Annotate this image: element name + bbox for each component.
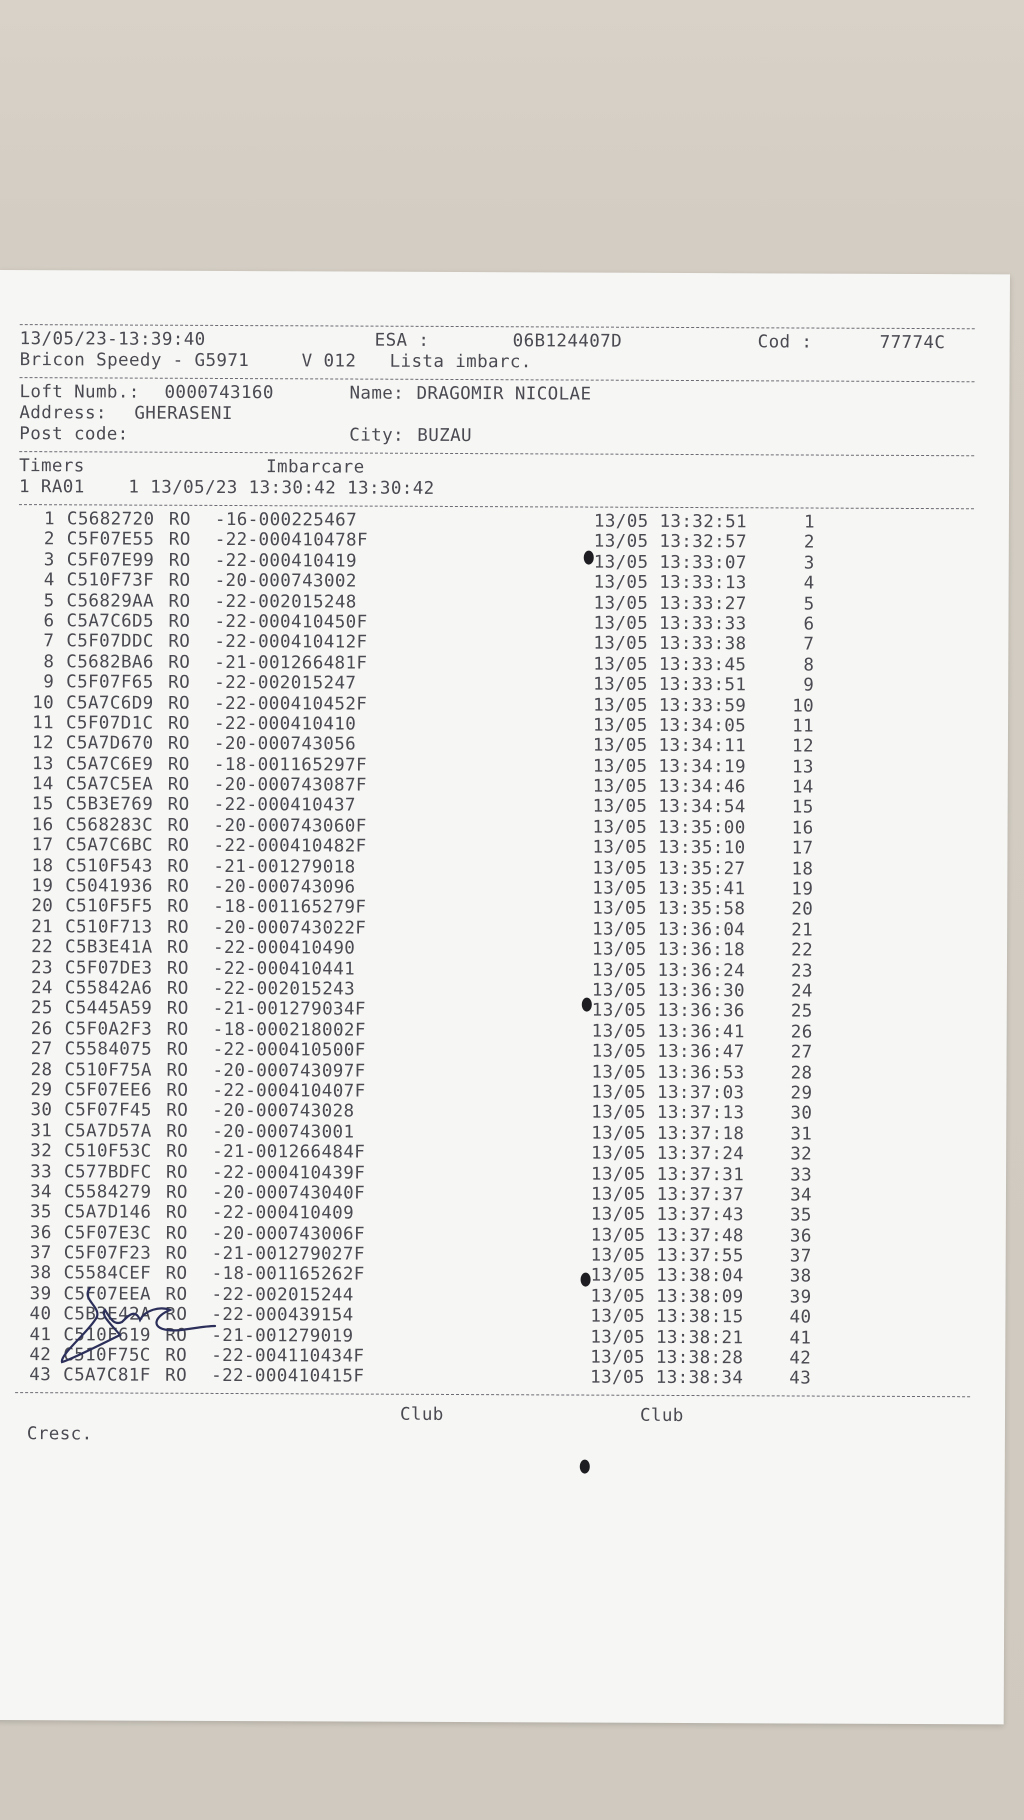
chip-id: C510F619 (63, 1324, 151, 1346)
ring-number: -18-001165279F (213, 897, 367, 919)
chip-id: C5A7C6BC (65, 835, 154, 856)
arrival-time: 13/05 13:36:18 (591, 939, 746, 961)
row-number: 37 (29, 1243, 52, 1264)
chip-id: C5584075 (64, 1039, 153, 1060)
punch-hole (584, 551, 594, 565)
ring-number: -22-000439154 (211, 1305, 354, 1326)
arrival-time: 13/05 13:36:47 (591, 1041, 745, 1063)
chip-id: C5A7C5EA (65, 774, 154, 795)
ring-number: -22-000410415F (211, 1366, 365, 1388)
country-code: RO (166, 1162, 188, 1183)
row-index: 39 (789, 1287, 812, 1308)
row-number: 30 (30, 1100, 53, 1121)
row-number: 38 (29, 1263, 52, 1284)
row-number: 35 (29, 1202, 52, 1223)
arrival-time: 13/05 13:38:04 (590, 1266, 744, 1287)
ring-number: -20-000743028 (212, 1101, 355, 1122)
cresc-label: Cresc. (26, 1423, 93, 1445)
chip-id: C5A7C6D5 (66, 611, 155, 632)
row-number: 31 (30, 1120, 53, 1141)
row-index: 15 (791, 797, 814, 819)
row-number: 4 (43, 570, 55, 591)
country-code: RO (167, 734, 190, 755)
row-index: 7 (803, 634, 815, 655)
row-number: 36 (29, 1222, 52, 1243)
ring-number: -21-001266481F (214, 652, 368, 674)
row-number: 25 (30, 998, 53, 1019)
arrival-time: 13/05 13:36:36 (591, 1000, 745, 1022)
row-number: 21 (31, 916, 54, 938)
row-index: 11 (792, 716, 815, 737)
arrival-time: 13/05 13:37:18 (591, 1123, 745, 1144)
country-code: RO (167, 856, 190, 877)
name-label: Name: (349, 383, 405, 404)
row-number: 7 (43, 631, 55, 652)
country-code: RO (167, 897, 190, 918)
country-code: RO (168, 652, 191, 673)
chip-id: C55842A6 (64, 978, 153, 999)
row-number: 9 (43, 672, 55, 693)
row-index: 41 (789, 1328, 812, 1349)
row-index: 31 (790, 1124, 813, 1145)
arrival-time: 13/05 13:36:30 (591, 980, 746, 1002)
ring-number: -20-000743056 (213, 734, 357, 755)
ring-number: -20-000743006F (211, 1223, 365, 1245)
row-number: 39 (29, 1283, 52, 1305)
chip-id: C5F07D1C (65, 713, 154, 734)
arrival-time: 13/05 13:33:59 (593, 695, 747, 716)
row-number: 1 (43, 509, 55, 530)
device-name: Bricon Speedy - G5971 (19, 350, 250, 372)
country-code: RO (168, 672, 191, 693)
arrival-time: 13/05 13:35:00 (592, 817, 746, 839)
ring-number: -21-001279018 (213, 856, 356, 878)
country-code: RO (167, 713, 190, 734)
row-number: 5 (43, 590, 55, 611)
chip-id: C5584CEF (63, 1263, 152, 1285)
timer-entry: 1 RA01 1 13/05/23 13:30:42 13:30:42 (19, 477, 435, 499)
row-number: 13 (31, 753, 54, 774)
arrival-time: 13/05 13:38:09 (590, 1286, 744, 1308)
ring-number: -22-000410500F (212, 1040, 366, 1061)
ring-number: -22-002015243 (212, 978, 356, 1000)
arrival-time: 13/05 13:38:34 (590, 1367, 744, 1389)
ring-number: -22-000410439F (212, 1162, 366, 1184)
row-index: 17 (791, 838, 814, 859)
row-index: 2 (803, 532, 815, 553)
row-index: 1 (803, 512, 815, 533)
chip-id: C5F07E3C (63, 1222, 152, 1244)
chip-id: C5F07F45 (64, 1100, 152, 1121)
row-number: 23 (31, 957, 53, 978)
arrival-time: 13/05 13:34:11 (592, 735, 747, 757)
row-index: 35 (789, 1205, 812, 1226)
ring-number: -22-002015244 (211, 1284, 354, 1306)
country-code: RO (166, 1060, 189, 1081)
country-code: RO (168, 530, 191, 551)
divider (19, 504, 974, 509)
name-value: DRAGOMIR NICOLAE (416, 383, 592, 405)
ring-number: -20-000743002 (214, 571, 357, 592)
punch-hole (581, 1273, 591, 1287)
arrival-time: 13/05 13:37:31 (591, 1164, 745, 1185)
country-code: RO (166, 937, 189, 959)
ring-number: -22-002015247 (214, 673, 357, 694)
row-number: 32 (30, 1141, 53, 1162)
city-label: City: (349, 425, 405, 446)
row-number: 18 (31, 855, 54, 876)
arrival-time: 13/05 13:35:58 (592, 899, 746, 920)
row-index: 43 (789, 1368, 812, 1389)
chip-id: C5A7C81F (63, 1365, 151, 1387)
row-number: 27 (30, 1039, 53, 1060)
ring-number: -22-000410409 (211, 1203, 355, 1224)
row-number: 29 (30, 1080, 53, 1101)
country-code: RO (168, 632, 191, 653)
ring-number: -22-000410441 (212, 958, 356, 980)
arrival-time: 13/05 13:33:51 (593, 674, 747, 696)
divider (20, 377, 975, 382)
country-code: RO (166, 1080, 189, 1101)
chip-id: C5F07E55 (66, 529, 155, 551)
ring-number: -20-000743001 (212, 1121, 355, 1143)
arrival-time: 13/05 13:33:33 (593, 613, 747, 635)
country-code: RO (166, 999, 189, 1020)
arrival-time: 13/05 13:33:27 (593, 593, 747, 614)
row-index: 26 (790, 1022, 813, 1043)
chip-id: C5F07DDC (66, 631, 154, 653)
arrival-time: 13/05 13:36:41 (591, 1021, 745, 1043)
country-code: RO (165, 1203, 188, 1224)
row-number: 10 (32, 692, 55, 713)
chip-id: C510F73F (66, 570, 155, 591)
printed-sheet (0, 270, 1010, 1724)
country-code: RO (165, 1284, 188, 1305)
chip-id: C510F53C (64, 1141, 152, 1162)
row-index: 6 (803, 614, 815, 635)
ring-number: -22-000410482F (213, 836, 367, 857)
country-code: RO (165, 1182, 188, 1203)
country-code: RO (165, 1304, 188, 1326)
row-number: 19 (31, 876, 54, 897)
footer-cresc-line (15, 1424, 975, 1449)
arrival-time: 13/05 13:34:46 (592, 776, 746, 798)
chip-id: C5F07E99 (66, 550, 155, 571)
signature-icon (50, 1280, 230, 1380)
country-code: RO (167, 774, 190, 795)
chip-id: C5A7D670 (65, 733, 154, 754)
arrival-time: 13/05 13:33:13 (593, 572, 747, 594)
country-code: RO (167, 917, 190, 938)
chip-id: C510F543 (65, 855, 153, 877)
arrival-time: 13/05 13:33:45 (593, 654, 747, 675)
row-number: 2 (43, 529, 55, 550)
row-number: 12 (32, 733, 54, 754)
chip-id: C5B3E42A (63, 1304, 151, 1325)
club-label-right: Club (639, 1405, 684, 1426)
arrival-time: 13/05 13:37:48 (590, 1225, 744, 1246)
chip-id: C510F5F5 (65, 896, 153, 918)
device-version: V 012 (301, 351, 357, 372)
row-index: 16 (791, 818, 814, 839)
ring-number: -20-000743096 (213, 876, 356, 898)
arrival-time: 13/05 13:36:04 (592, 919, 746, 941)
row-index: 37 (789, 1246, 812, 1267)
ring-number: -18-000218002F (212, 1019, 366, 1041)
arrival-time: 13/05 13:32:51 (593, 511, 748, 533)
row-number: 6 (43, 611, 55, 632)
row-index: 25 (790, 1001, 813, 1022)
divider (20, 324, 975, 329)
list-title: Lista imbarc. (389, 351, 532, 373)
ring-number: -21-001279027F (211, 1243, 365, 1265)
country-code: RO (167, 815, 190, 836)
country-code: RO (166, 958, 189, 979)
row-index: 32 (790, 1144, 813, 1165)
address-value: GHERASENI (134, 403, 233, 425)
row-number: 41 (29, 1324, 52, 1345)
chip-id: C5682BA6 (66, 652, 154, 673)
ring-number: -22-000410419 (214, 550, 357, 572)
row-index: 21 (791, 920, 814, 941)
arrival-time: 13/05 13:34:05 (592, 715, 747, 737)
country-code: RO (165, 1243, 188, 1264)
row-index: 38 (789, 1266, 812, 1288)
chip-id: C510F75C (63, 1345, 151, 1366)
row-number: 11 (32, 713, 55, 734)
divider (19, 451, 974, 456)
row-index: 13 (791, 757, 814, 778)
row-index: 14 (791, 777, 814, 798)
report-datetime: 13/05/23-13:39:40 (19, 329, 206, 350)
chip-id: C56829AA (66, 590, 155, 612)
row-index: 27 (790, 1042, 813, 1063)
ring-number: -20-000743097F (212, 1060, 366, 1082)
arrival-time: 13/05 13:38:28 (590, 1347, 744, 1369)
country-code: RO (166, 1101, 189, 1122)
row-number: 24 (30, 978, 53, 999)
row-number: 28 (30, 1059, 53, 1080)
ring-number: -22-000410452F (214, 693, 368, 715)
country-code: RO (168, 570, 191, 592)
pigeon-list (15, 509, 979, 1390)
row-number: 20 (31, 896, 54, 917)
chip-id: C510F75A (64, 1059, 153, 1081)
ring-number: -22-000410478F (214, 530, 368, 551)
country-code: RO (168, 509, 191, 530)
row-index: 12 (792, 736, 814, 757)
ring-number: -18-001165262F (211, 1264, 365, 1286)
chip-id: C568283C (65, 815, 154, 836)
ring-number: -20-000743087F (213, 775, 367, 796)
chip-id: C5F07F65 (66, 672, 154, 693)
row-number: 15 (31, 794, 54, 815)
row-index: 19 (791, 879, 814, 900)
ring-number: -18-001165297F (213, 754, 367, 776)
row-number: 26 (30, 1018, 53, 1040)
esa-label: ESA : (374, 330, 430, 351)
arrival-time: 13/05 13:37:43 (590, 1204, 745, 1226)
arrival-time: 13/05 13:33:38 (593, 633, 747, 655)
arrival-time: 13/05 13:34:19 (592, 756, 746, 777)
arrival-time: 13/05 13:38:15 (590, 1306, 744, 1328)
chip-id: C5A7C6E9 (65, 753, 154, 775)
row-index: 40 (789, 1307, 812, 1328)
country-code: RO (168, 591, 191, 612)
country-code: RO (165, 1223, 188, 1244)
row-number: 33 (30, 1161, 53, 1182)
ring-number: -22-000410412F (214, 632, 368, 653)
ring-number: -20-000743040F (211, 1182, 366, 1204)
loft-label: Loft Numb.: (19, 382, 140, 403)
row-index: 24 (790, 981, 813, 1002)
ring-number: -22-000410450F (214, 611, 368, 633)
chip-id: C5445A59 (64, 998, 153, 1020)
country-code: RO (168, 550, 191, 571)
ring-number: -22-000410407F (212, 1080, 366, 1102)
arrival-time: 13/05 13:35:10 (592, 837, 746, 859)
ring-number: -22-000410437 (213, 795, 356, 817)
row-index: 33 (790, 1164, 813, 1186)
country-code: RO (166, 1121, 189, 1142)
country-code: RO (165, 1366, 188, 1387)
country-code: RO (165, 1345, 188, 1366)
chip-id: C5F0A2F3 (64, 1019, 153, 1040)
chip-id: C5041936 (65, 876, 153, 897)
chip-id: C5682720 (66, 509, 155, 530)
country-code: RO (167, 876, 190, 897)
row-number: 3 (43, 549, 55, 571)
cod-label: Cod : (757, 332, 813, 353)
ring-number: -21-001279034F (212, 999, 366, 1020)
chip-id: C5B3E769 (65, 794, 154, 816)
ring-number: -22-000410410 (213, 713, 357, 735)
arrival-time: 13/05 13:35:27 (592, 858, 746, 879)
chip-id: C5F07F23 (63, 1243, 152, 1264)
country-code: RO (166, 1039, 189, 1060)
arrival-time: 13/05 13:35:41 (592, 878, 746, 900)
row-index: 36 (789, 1226, 812, 1247)
country-code: RO (165, 1325, 188, 1346)
chip-id: C5F07DE3 (64, 957, 153, 979)
arrival-time: 13/05 13:37:37 (590, 1184, 745, 1206)
ring-number: -21-001279019 (211, 1325, 354, 1347)
chip-id: C577BDFC (64, 1161, 152, 1183)
ring-number: -20-000743060F (213, 815, 367, 837)
chip-id: C5F07EE6 (64, 1080, 152, 1101)
chip-id: C5A7D146 (63, 1202, 152, 1223)
chip-id: C5A7D57A (64, 1121, 152, 1142)
divider (15, 1392, 970, 1397)
arrival-time: 13/05 13:36:24 (591, 960, 746, 981)
arrival-time: 13/05 13:37:24 (591, 1143, 745, 1165)
chip-id: C5F07EEA (63, 1284, 152, 1305)
postcode-label: Post code: (19, 424, 129, 445)
row-index: 42 (789, 1348, 812, 1369)
country-code: RO (166, 978, 189, 999)
row-index: 20 (791, 899, 814, 920)
country-code: RO (168, 611, 191, 632)
arrival-time: 13/05 13:33:07 (593, 552, 747, 574)
timers-label: Timers (19, 456, 85, 477)
city-value: BUZAU (417, 425, 473, 447)
header-line-2 (20, 350, 980, 375)
country-code: RO (166, 1019, 189, 1040)
ring-number: -22-002015248 (214, 591, 357, 613)
row-number: 40 (29, 1304, 52, 1325)
arrival-time: 13/05 13:37:13 (591, 1102, 745, 1124)
punch-hole (582, 998, 592, 1012)
row-number: 42 (29, 1345, 52, 1366)
arrival-time: 13/05 13:37:03 (591, 1082, 745, 1104)
ring-number: -22-004110434F (211, 1345, 365, 1367)
row-index: 8 (803, 655, 815, 676)
arrival-time: 13/05 13:34:54 (592, 797, 746, 818)
chip-id: C510F713 (65, 917, 153, 938)
row-number: 43 (29, 1365, 52, 1386)
ring-number: -22-000410490 (212, 938, 356, 959)
arrival-time: 13/05 13:37:55 (590, 1245, 744, 1267)
row-index: 4 (803, 573, 815, 594)
ring-number: -20-000743022F (213, 917, 367, 939)
row-index: 30 (790, 1103, 813, 1124)
loft-value: 0000743160 (164, 382, 274, 404)
country-code: RO (166, 1141, 189, 1162)
row-index: 18 (791, 859, 814, 880)
chip-id: C5584279 (63, 1182, 152, 1203)
row-number: 17 (31, 835, 54, 856)
country-code: RO (168, 693, 191, 714)
row-number: 8 (43, 651, 55, 672)
club-label-left: Club (399, 1404, 444, 1425)
row-index: 9 (803, 675, 815, 696)
row-index: 34 (790, 1185, 813, 1206)
country-code: RO (167, 754, 190, 775)
ring-number: -16-000225467 (214, 509, 358, 531)
country-code: RO (165, 1264, 188, 1285)
row-index: 23 (791, 961, 813, 982)
arrival-time: 13/05 13:38:21 (590, 1327, 744, 1348)
row-index: 22 (791, 940, 814, 961)
country-code: RO (167, 835, 190, 857)
row-index: 29 (790, 1083, 813, 1104)
row-number: 34 (30, 1182, 53, 1203)
cod-value: 77774C (879, 332, 946, 354)
row-number: 22 (31, 937, 54, 958)
esa-value: 06B124407D (512, 331, 623, 352)
row-index: 5 (803, 594, 815, 615)
arrival-time: 13/05 13:36:53 (591, 1062, 745, 1083)
owner-line-3 (19, 424, 979, 449)
imbarcare-label: Imbarcare (266, 457, 365, 478)
row-number: 16 (31, 815, 54, 836)
row-index: 10 (792, 695, 815, 717)
arrival-time: 13/05 13:32:57 (593, 531, 747, 553)
timers-line (19, 477, 979, 502)
punch-hole (580, 1460, 590, 1474)
row-index: 3 (803, 553, 815, 574)
country-code: RO (167, 795, 190, 816)
address-label: Address: (19, 403, 107, 424)
ring-number: -21-001266484F (212, 1142, 366, 1163)
chip-id: C5A7C6D9 (66, 692, 154, 714)
row-index: 28 (790, 1063, 813, 1084)
row-number: 14 (31, 774, 54, 795)
chip-id: C5B3E41A (65, 937, 153, 958)
